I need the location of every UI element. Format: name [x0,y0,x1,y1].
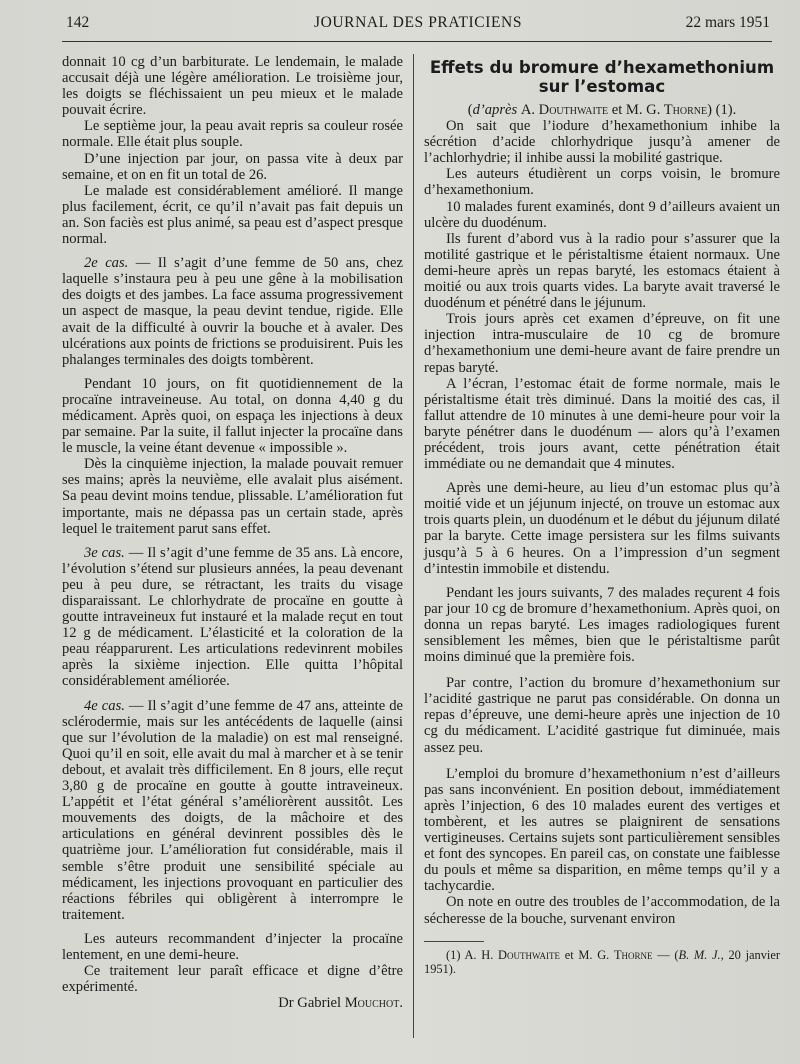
right-paragraph-9: Par contre, l’action du bromure d’hexamethonium sur l’acidité gastrique ne parut pas considérable. On donna un repas d’épreuve, une demi-heure après une injection de 10 cg du médicament. L’acidité gastrique fut diminuée, mais assez peu. [424,675,780,756]
left-column [62,54,403,1034]
article-title: Effets du bromure d’hexamethonium sur l’estomac [429,58,775,96]
right-paragraph-10: L’emploi du bromure d’hexamethonium n’est d’ailleurs pas sans inconvénient. En position debout, immédiatement après l’injection, 6 des 10 malades eurent des vertiges et tombèrent, et les autres se plaignirent de sensations vertigineuses. Certains sujets sont particulièrement sensibles et font des syncopes. En pareil cas, on constate une faiblesse du pouls et même sa disparition, en même temps qu’il y a tachycardie. [424,765,780,895]
case-4-paragraph [62,698,403,923]
byline-and: et [608,102,626,118]
article-byline: (d’après A. Douthwaite et M. G. Thorne) (1). [467,102,737,118]
right-paragraph-5: Trois jours après cet examen d’épreuve, on fit une injection intra-musculaire de 10 cg de bromure d’hexamethonium une demi-heure avant de faire prendre un repas baryté. [424,311,780,376]
footnote-mid: et M. G. [559,947,614,962]
footnote-prefix: (1) A. H. [446,947,499,962]
left-paragraph-10: Les auteurs recommandent d’injecter la procaïne lentement, en une demi-heure. [62,930,403,963]
issue-date: 22 mars 1951 [685,14,770,31]
case-3-paragraph [62,545,403,690]
left-paragraph-1: donnait 10 cg d’un barbiturate. Le lendemain, le malade accusait déjà une légère amélioration. Le troisième jour, les doigts se fléchissaient un peu mieux et le malade pouvait écrire. [62,54,403,119]
left-paragraph-4: Le malade est considérablement amélioré. Il mange plus facilement, écrit, ce qu’il n’avait pas fait depuis un an. Son faciès est plus animé, sa peau est d’aspect presque normal. [62,182,403,248]
right-paragraph-11: On note en outre des troubles de l’accommodation, de la sécheresse de la bouche, survenant environ [424,894,780,927]
left-paragraph-11: Ce traitement leur paraît efficace et digne d’être expérimenté. [62,963,403,996]
right-column [424,54,780,1034]
left-paragraph-2: Le septième jour, la peau avait repris sa couleur rosée normale. Elle était plus souple. [62,118,403,151]
right-paragraph-7: Après une demi-heure, au lieu d’un estomac plus qu’à moitié vide et un jéjunum injecté, on trouve un estomac aux trois quarts plein, un duodénum et le début du jéjunum dilaté par la baryte. Cette image persistera sur les films suivants jusqu’à 5 à 6 heures. On a l’impression d’un segment d’intestin immobile et distendu. [424,480,780,577]
case-2-paragraph [62,255,403,368]
case-2-label: 2e cas. [84,255,129,272]
right-paragraph-4: Ils furent d’abord vus à la radio pour s’assurer que la motilité gastrique et le péristaltisme étaient normaux. Une demi-heure après un repas baryté, les estomacs étaient à moitié ou aux trois quarts vides. La baryte avait traversé le duodénum et pénétré dans le jéjunum. [424,230,780,312]
footnote-author-1: Douthwaite [498,947,560,962]
right-paragraph-2: Les auteurs étudièrent un corps voisin, le bromure d’hexamethonium. [424,166,780,199]
header-rule [62,41,772,42]
journal-title: JOURNAL DES PRATICIENS [313,14,523,31]
right-paragraph-1: On sait que l’iodure d’hexamethonium inhibe la sécrétion d’acide chlorhydrique jusqu’à amener de l’achlorhydrie; il inhibe aussi la mobilité gastrique. [424,118,780,167]
case-4-label: 4e cas. [84,697,125,714]
left-paragraph-3: D’une injection par jour, on passa vite à deux par semaine, et on en fit un total de 26. [62,150,403,183]
left-paragraph-7: Dès la cinquième injection, la malade pouvait remuer ses mains; après la neuvième, elle avalait plus aisément. Sa peau devint moins tendue, plissable. L’amélioration fut importante, mais ne dépassa pas un certain stade, après lequel le traitement parut sans effet. [62,456,403,537]
page-number: 142 [66,14,90,31]
author-signature [62,995,403,1011]
footnote-rule [424,941,484,942]
byline-author-2: M. G. Thorne [625,102,708,118]
footnote [424,948,780,976]
right-paragraph-6: A l’écran, l’estomac était de forme normale, mais le péristaltisme était très diminué. Dans la moitié des cas, il fallut attendre de 10 minutes à une demi-heure pour voir la baryte pénétrer dans le duodénum — alors qu’à l’examen précédent, trois jours avant, cette pénétration était immédiate ou ne demandait que 4 minutes. [424,375,780,473]
signature-prefix: Dr Gabriel [278,995,345,1012]
footnote-journal: B. M. J. [678,947,721,962]
byline-prefix: d’après [472,102,518,118]
case-3-label: 3e cas. [84,544,125,561]
byline-reference: (1). [711,102,737,118]
byline-author-1: A. Douthwaite [520,102,609,118]
footnote-end: , 20 janvier 1951). [424,947,780,976]
right-paragraph-3: 10 malades furent examinés, dont 9 d’ailleurs avaient un ulcère du duodénum. [424,198,780,231]
case-4-text: — Il s’agit d’une femme de 47 ans, atteinte de sclérodermie, mais sur les antécédents de laquelle (ainsi que sur l’évolution de la maladie) on est mal renseigné. Quoi qu’il en soit, elle avait du mal à marcher et à se tenir debout, et avalait très difficilement. En 8 jours, elle reçut 3,80 g de procaïne en goutte à goutte intraveineux. L’appétit et l’état général s’améliorèrent aussitôt. Les mouvements des doigts, de la mâchoire et des articulations en général devinrent possibles dès le quatrième jour. L’amélioration fut considérable, mais il semble s’être produit une sensibilité spéciale au médicament, les injections provoquant en particulier des réactions fébriles qui obligèrent à interrompre le traitement. [62,697,403,923]
case-2-text: — Il s’agit d’une femme de 50 ans, chez laquelle s’instaura peu à peu une gêne à la mobilisation des doigts et des jambes. La face assuma progressivement un aspect de masque, la peau devint tendue, rigide. Elle avait de la difficulté à ouvrir la bouche et à avaler. Des ulcérations aux points de frictions se produisirent. Puis les phalanges terminales des doigts tombèrent. [62,255,403,368]
signature-name: Mouchot. [344,995,403,1012]
case-3-text: — Il s’agit d’une femme de 35 ans. Là encore, l’évolution s’étend sur plusieurs années, la peau devenant peu à peu dure, se rétractant, les traits du visage disparaissant. Le chlorhydrate de procaïne en goutte à goutte intraveineux fut instauré et la malade reçut en tout 12 g de médicament. L’élasticité et la coloration de la peau réapparurent. Les articulations redevinrent mobiles après la sixième injection. Elle quitta l’hôpital considérablement améliorée. [62,544,403,690]
running-head [66,14,770,40]
footnote-author-2: Thorne [613,947,653,962]
right-paragraph-8: Pendant les jours suivants, 7 des malades reçurent 4 fois par jour 10 cg de bromure d’hexamethonium. Après quoi, on donna un repas baryté. Les images radiologiques furent sensiblement les mêmes, bien que le péristaltisme parût moins diminué que la première fois. [424,584,780,666]
footnote-dash: — ( [652,947,679,962]
left-paragraph-6: Pendant 10 jours, on fit quotidiennement de la procaïne intraveineuse. Au total, on donna 4,40 g du médicament. Après quoi, on espaça les injections à deux par semaine. Par la suite, il fallut injecter la procaïne dans le muscle, la veine étant devenue « impossible ». [62,375,403,457]
column-divider [413,54,414,1038]
